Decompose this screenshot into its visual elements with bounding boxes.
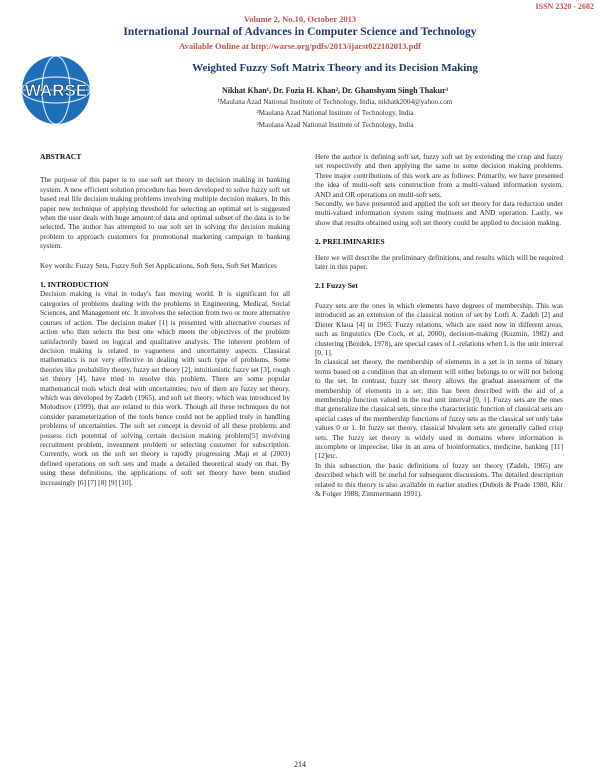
introduction-text: Decision making is vital in today's fast moving world. It is significant for all categories of problems dealing with the problems in Engineering, Medical, Social Sciences, and Management etc. It involves the selection from two or more alternative courses of action. The decision maker [1] is presented with alternative courses of action who then selects the best one which meets the objectives of the problem satisfactorily based on logical and qualitative analysis. The inherent problem of decision making is related to vagueness and uncertainty aspects. Classical mathematics is not very effective in dealing with such type of problems. Some theories like probability theory, fuzzy set theory [2], intuitionistic fuzzy set [3], rough set theory [4], have tried to resolve this problem. There are some popular mathematical tools which deal with uncertainties; two of them are fuzzy set theory, which was developed by Zadeh (1965), and soft set theory, which was introduced by Molodtsov (1999), that are related to this work. Though all these techniques do not consider parameterization of the tools hence could not be applied truly in handling problems of uncertainties. The soft set concept is devoid of all these problems and possess rich potential of solving certain decision making problem[5] involving recruitment problem, investment problem or selecting customer for subscription. Currently, work on the soft set theory is rapidly progressing .Maji et al (2003) defined operations on soft sets and made a detailed theoretical study on that. By using these definitions, the applications of soft set theory have been studied increasingly [6] [7] [8] [9] [10].: [40, 289, 290, 487]
volume-line: Volume 2, No.10, October 2013: [243, 14, 357, 24]
keywords: Key words: Fuzzy Sets, Fuzzy Soft Set Applications, Soft Sets, Soft Set Matrices: [40, 260, 277, 270]
logo-text: WARSE: [24, 81, 88, 100]
issn: ISSN 2320 - 2602: [535, 2, 594, 11]
paper-title: Weighted Fuzzy Soft Matrix Theory and its Decision Making: [192, 62, 478, 74]
fuzzy-set-paragraph-2: In classical set theory, the membership of elements in a set is in terms of binary terms based on a condition that an element will either belongs to or will not belong to the set. In contrast, fuzzy set theory allows the gradual assessment of the membership of elements in a set; this has been described with the aid of a membership function valued in the real unit interval [0, 1]. Fuzzy sets are the ones that generalize the classical sets, since the characteristic function of classical sets are special cases of the membership functions of fuzzy sets as the classical set only take values 0 or 1. In fuzzy set theory, classical bivalent sets are generally called crisp sets. The fuzzy set theory is widely used in domains where information is incomplete or imprecise, like in an area of bioinformatics, medicine, banking [11] [12]etc.: [315, 357, 563, 461]
authors: Nikhat Khan¹, Dr. Fozia H. Khan², Dr. Ghanshyam Singh Thakur³: [221, 86, 449, 95]
fuzzy-set-paragraph-3: In this subsection, the basic definitions of fuzzy set theory (Zadeh, 1965) are described which will be useful for subsequent discussions. The detailed description related to this theory is also available in earlier studies (Dubois & Prade 1980, Klir & Folger 1988, Zimmermann 1991).: [315, 460, 563, 498]
online-url[interactable]: Available Online at http://warse.org/pdfs/2013/ijacst022102013.pdf: [179, 41, 421, 51]
preliminaries-heading: 2. PRELIMINARIES: [315, 237, 385, 247]
abstract-text: The purpose of this paper is to use soft set theory in decision making in banking system. A new efficient solution procedure has been developed to solve fuzzy soft set based real life decision making problems involving multiple decision makers. In this paper new technique of applying threshold for selecting an optimal set is suggested when the user deals with huge amount of data and optimal subset of the data is to be selected. The author has attempted to use soft set in solving the decision making problem to approach customers for promotional marketing campaign in banking system.: [40, 175, 290, 251]
abstract-heading: ABSTRACT: [40, 152, 82, 161]
introduction-heading: 1. INTRODUCTION: [40, 280, 109, 290]
right-column: [315, 152, 563, 498]
preliminaries-text: Here we will describe the preliminary definitions, and results which will be required later in this paper.: [315, 252, 563, 272]
contributions-paragraph: Here the author is defining soft set, fuzzy soft set by extending the crisp and fuzzy set respectively and then applying the same to some decision making problems. Three major contributions of this work are as follows: Primarily, we have presented the idea of multi-soft sets construction from a multi-valued information system, AND and OR operations on multi-soft sets.: [315, 152, 563, 199]
warse-logo: [6, 52, 106, 130]
fuzzy-set-paragraph-1: Fuzzy sets are the ones in which elements have degrees of membership. This was introduced as an extension of the classical notion of set by Lotfi A. Zadeh [2] and Dieter Klaua [4] in 1965. Fuzzy relations, which are used now in different areas, such as linguistics (De Cock, et al, 2000), decision-making (Kuzmin, 1982) and clustering (Bezdek, 1978), are special cases of L-relations when L is the unit interval [0, 1].: [315, 300, 563, 357]
fuzzy-set-heading: 2.1 Fuzzy Set: [315, 281, 358, 291]
affiliation-2: ²Maulana Azad National Institute of Technology, India: [256, 109, 414, 117]
affiliation-1: ¹Maulana Azad National Institute of Technology, India, nikhatk2004@yahoo.com: [217, 98, 453, 106]
page-number: 214: [294, 760, 306, 769]
affiliation-3: ³Maulana Azad National Institute of Technology, India: [256, 121, 414, 129]
left-column: [40, 152, 290, 487]
journal-title: International Journal of Advances in Computer Science and Technology: [123, 26, 477, 38]
secondly-paragraph: Secondly, we have presented and applied the soft set theory for data reduction under multi-valued information system using multisets and AND operation. Lastly, we show that results obtained using soft set theory could be applied to decision making.: [315, 199, 563, 227]
